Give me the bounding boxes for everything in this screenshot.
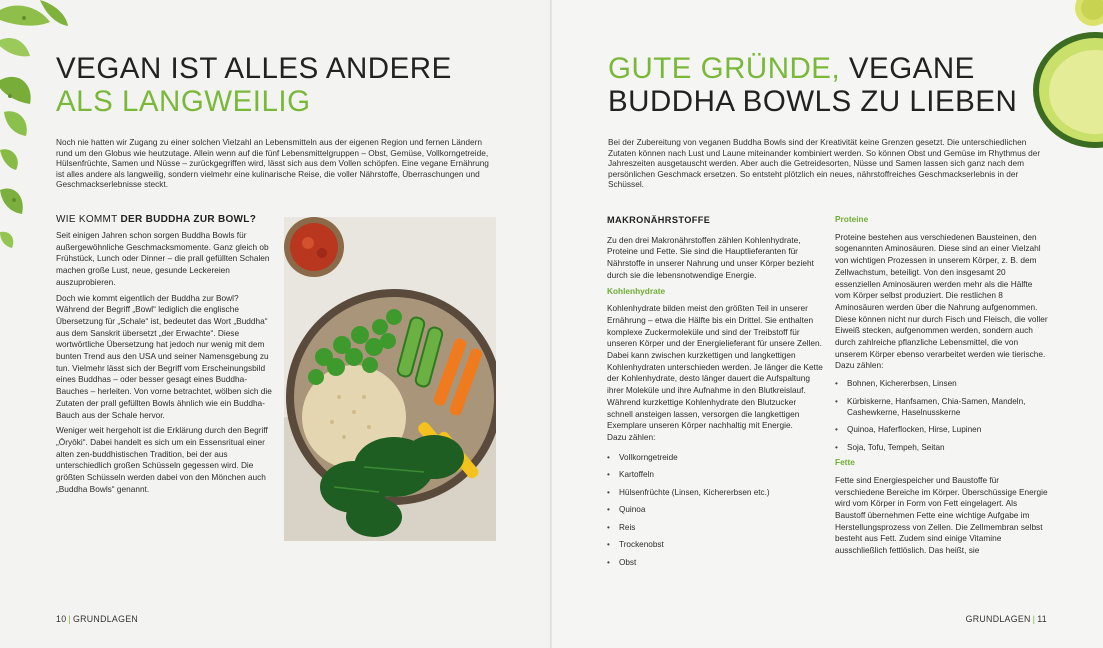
left-title <box>56 52 452 118</box>
list-item: • Vollkorngetreide <box>607 452 823 463</box>
page-number-right: 11 <box>1037 614 1047 624</box>
right-column-2 <box>835 214 1049 561</box>
avocado-decoration <box>1013 0 1103 150</box>
list-item: • Trockenobst <box>607 539 823 550</box>
right-title-line2: BUDDHA BOWLS ZU LIEBEN <box>608 85 1018 118</box>
kohlenhydrate-dazu: Dazu zählen: <box>607 431 656 442</box>
left-intro: Noch nie hatten wir Zugang zu einer solchen Vielzahl an Lebensmitteln aus der eigenen Region und fernen Ländern rund um den Globus wie heutzutage. Allein wenn auf die fünf Lebensmittelgruppen – Obst, Gemüse, Vollkorngetreide, Hülsenfrüchte, Samen und Nüsse – zurückgegriffen wird, lässt sich aus dem Vollen schöpfen. Eine vegane Ernährung ist alles andere als langweilig, sondern vielmehr eine kulinarische Reise, die voller Nährstoffe, Überraschungen und Geschmackserlebnisse steckt. <box>56 137 489 189</box>
paragraph-1: Seit einigen Jahren schon sorgen Buddha Bowls für außergewöhnliche Geschmacksmomente. Ganz gleich ob Frühstück, Lunch oder Dinner – die prall gefüllten Schalen machen große Lust, neue, gesunde Leckereien auszuprobieren. <box>56 230 270 287</box>
right-footer <box>966 614 1047 624</box>
right-title <box>608 52 1017 118</box>
right-page <box>552 0 1103 648</box>
list-item: • Quinoa, Haferflocken, Hirse, Lupinen <box>835 424 1049 435</box>
left-title-line2: ALS LANGWEILIG <box>56 85 311 118</box>
left-page <box>0 0 551 648</box>
list-item: • Quinoa <box>607 504 823 515</box>
footer-label-left: GRUNDLAGEN <box>72 614 139 624</box>
section-heading-plain: WIE KOMMT <box>56 214 121 225</box>
fette-paragraph: Fette sind Energiespeicher und Baustoffe für verschiedene Bereiche im Körper. Überschüssige Energie wird vom Körper in Form von Fett eingelagert. Als Baustoff übernehmen Fette eine wichtige Aufgabe im Herstellungsprozess von Zellen. Die Zellmembran selbst besteht aus Fett. Zudem sind einige Vitamine ausschließlich fettlöslich. Das heißt, sie <box>835 474 1048 556</box>
proteine-paragraph: Proteine bestehen aus verschiedenen Bausteinen, den sogenannten Aminosäuren. Diese sind an einer Vielzahl von wichtigen Prozessen in unserem Körper, z. B. dem Zellwachstum, beteiligt. Von den insgesamt 20 essenziellen Aminosäuren werden mehr als die Hälfte vom Körper selbst produziert. Die restlichen 8 Aminosäuren werden über die Nahrung aufgenommen. Diese können nicht nur durch Fisch und Fleisch, die voller Eiweiß stecken, aufgenommen werden, sondern auch durch zahlreiche pflanzliche Lebensmittel, die von unserem Körper ebenso verarbeitet werden wie tierische. <box>835 231 1048 359</box>
right-column-1 <box>607 215 823 574</box>
list-item: • Reis <box>607 522 823 533</box>
list-item: • Kartoffeln <box>607 469 823 480</box>
footer-label-right: GRUNDLAGEN <box>965 614 1031 624</box>
left-footer <box>56 614 138 624</box>
proteine-heading: Proteine <box>835 214 869 224</box>
proteine-dazu: Dazu zählen: <box>835 360 884 371</box>
paragraph-2: Doch wie kommt eigentlich der Buddha zur Bowl? Während der Begriff „Bowl“ lediglich die englische Übersetzung für „Schale“ ist, bedeutet das Wort „Buddha“ aus dem Sanskrit übersetzt „der Erwachte“. Diese wortwörtliche Übersetzung hat jedoch nur wenig mit dem bunten Trend aus den USA und seiner Namensgebung zu tun. Vielmehr lässt sich der Begriff vom Erscheinungsbild eines Buddhas – oder besser gesagt eines Buddha-Bauches – herleiten. Von vorne betrachtet, wölben sich die Zutaten der prall gefüllten Bowls ähnlich wie ein Buddha-Bauch aus der Schale hervor. <box>56 292 272 420</box>
list-item: • Bohnen, Kichererbsen, Linsen <box>835 378 1049 389</box>
buddha-bowl-photo <box>284 217 496 541</box>
fette-heading: Fette <box>835 457 855 468</box>
footer-separator: | <box>1032 614 1036 624</box>
section-heading-bold: DER BUDDHA ZUR BOWL? <box>120 214 257 225</box>
list-item: • Obst <box>607 557 823 568</box>
footer-separator: | <box>68 614 71 624</box>
right-title-dark: VEGANE <box>840 52 975 85</box>
right-title-green: GUTE GRÜNDE, <box>608 52 841 85</box>
list-item: • Kürbiskerne, Hanfsamen, Chia-Samen, Mandeln, Cashewkerne, Haselnusskerne <box>835 396 1049 418</box>
section-heading <box>56 214 274 226</box>
kohlenhydrate-paragraph: Kohlenhydrate bilden meist den größten Teil in unserer Ernährung – etwa die Hälfte bis ein Drittel. Sie enthalten komplexe Zuckermoleküle und sind der Treibstoff für unseren Körper und der Energielieferant für unsere Zellen. Dabei kann zwischen kurzkettigen und langkettigen Kohlenhydraten unterschieden werden. Je länger die Kette der Kohlenhydrate, desto länger dauert die Aufspaltung ihrer Moleküle und ihre Aufnahme in den Blutkreislauf. Während kurzkettige Kohlenhydrate den Blutzucker schnell ansteigen lassen, versorgen die langkettigen Exemplare unseren Körper nachhaltig mit Energie. <box>607 303 823 431</box>
left-body-column <box>56 214 274 499</box>
left-title-line1: VEGAN IST ALLES ANDERE <box>56 52 452 85</box>
kohlenhydrate-list <box>607 452 823 568</box>
right-intro: Bei der Zubereitung von veganen Buddha Bowls sind der Kreativität keine Grenzen gesetzt. Die unterschiedlichen Zutaten können nach Lust und Laune miteinander kombiniert werden. So können Obst und Gemüse im Rhythmus der Jahreszeiten ausgetauscht werden. Aber auch die Getreidesorten, Nüsse und Samen lassen sich ganz nach dem persönlichen Geschmack ersetzen. So entsteht plötzlich ein neues, nährstoffreiches Geschmackserlebnis in der Schüssel. <box>608 137 1041 189</box>
makro-heading: MAKRONÄHRSTOFFE <box>607 215 711 225</box>
page-number-left: 10 <box>56 614 67 624</box>
kohlenhydrate-heading: Kohlenhydrate <box>607 285 666 296</box>
proteine-list <box>835 378 1049 453</box>
paragraph-3: Weniger weit hergeholt ist die Erklärung durch den Begriff „Ōryōki“. Dabei handelt es sich um ein Essensritual einer alten zen-buddhistischen Tradition, bei der aus unterschiedlich großen Schüsseln gegessen wird. Die größten Schüsseln werden dabei von den Mönchen auch „Buddha Bowls“ genannt. <box>56 425 268 494</box>
list-item: • Hülsenfrüchte (Linsen, Kichererbsen etc.) <box>607 487 823 498</box>
list-item: • Soja, Tofu, Tempeh, Seitan <box>835 442 1049 453</box>
makro-paragraph: Zu den drei Makronährstoffen zählen Kohlenhydrate, Proteine und Fette. Sie sind die Hauptlieferanten für Nährstoffe in unserer Nahrung und unser Körper bezieht durch sie die lebensnotwendige Energie. <box>607 234 814 280</box>
